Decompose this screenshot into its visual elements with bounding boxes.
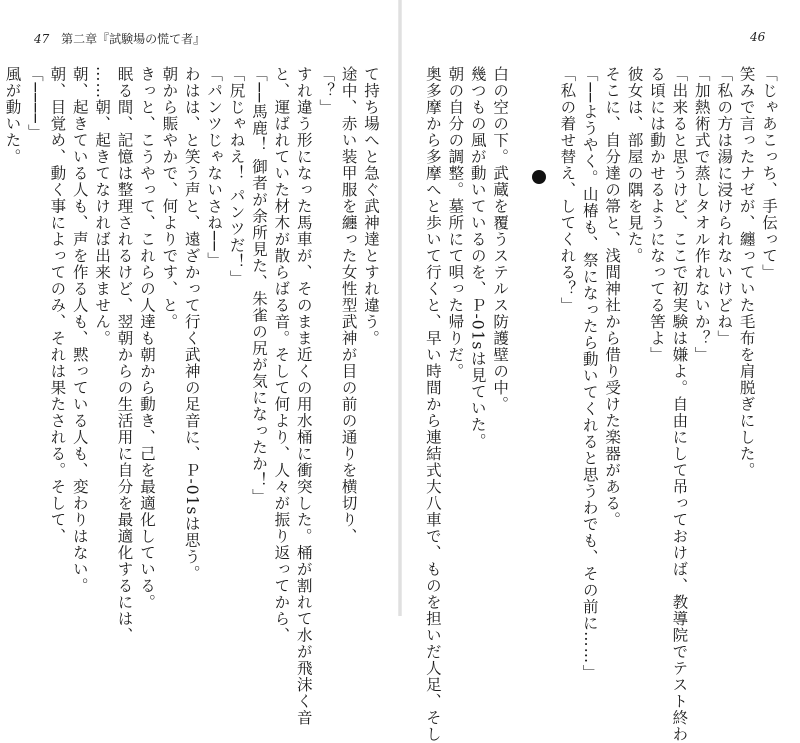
right-page-line: そこに、自分達の箒と、浅間神社から借り受けた楽器がある。 — [603, 66, 622, 528]
right-page-line: 「私の方は湯に浸けられないけどね」 — [715, 66, 734, 347]
right-page-line: 「──ようやく。山椿も、祭になったら動いてくれると思うわでも、その前に……」 — [580, 66, 599, 681]
left-page-number: 47 — [34, 32, 50, 46]
chapter-title: 第二章『試験場の慌て者』 — [61, 32, 206, 46]
right-page-line: 「私の着せ替え、してくれる？」 — [558, 66, 577, 314]
right-page-line: 白の空の下。武蔵を覆うステルス防護壁の中。 — [491, 66, 510, 413]
right-page — [414, 66, 780, 743]
left-page-line: 朝、起きている人も、声を作る人も、黙っている人も、変わりはない。 — [70, 66, 89, 594]
section-break-dot — [532, 170, 546, 184]
right-page-line: 彼女は、部屋の隅を見た。 — [625, 66, 644, 264]
right-page-line: 朝の自分の調整。墓所にて唄った帰りだ。 — [446, 66, 465, 380]
left-page-text — [1, 66, 382, 726]
left-page-line: すれ違う形になった馬車が、そのまま近くの用水桶に衝突した。桶が割れて水が飛沫く音 — [294, 66, 313, 726]
left-page-line: 朝から賑やかで、何よりです、と。 — [160, 66, 179, 330]
right-page-line: 奥多摩から多摩へと歩いて行くと、早い時間から連結式大八車で、ものを担いだ人足、そし — [423, 66, 442, 743]
right-page-line: 幾つもの風が動いているのを、Ｐ-01sは見ていた。 — [468, 66, 487, 450]
left-page-line: 風が動いた。 — [3, 66, 22, 165]
left-page-line: 途中、赤い装甲服を纏った女性型武神が目の前の通りを横切り、 — [339, 66, 358, 545]
left-page-line: 朝、目覚め、動く事によってのみ、それは果たされる。そして、 — [48, 66, 67, 545]
left-page-line: わはは、と笑う声と、遠ざかって行く武神の足音に、Ｐ-01sは思う。 — [182, 66, 201, 582]
left-page — [3, 66, 382, 726]
page-gutter — [398, 0, 402, 616]
left-page-line: きっと、こうやって、これらの人達も朝から動き、己を最適化している。 — [137, 66, 156, 611]
right-page-line: る頃には動かせるようになってる筈よ」 — [647, 66, 666, 363]
right-page-line: 「出来ると思うけど、ここで初実験は嫌よ。自由にして吊っておけば、教導院でテスト終わ — [670, 66, 689, 743]
right-page-text — [422, 66, 781, 743]
right-page-line — [511, 66, 533, 586]
left-page-line: 眠る間、記憶は整理されるけど、翌朝からの生活用に自分を最適化するには、 — [115, 66, 134, 644]
right-page-line: 笑みで言ったナゼが、纏っていた毛布を肩脱ぎにした。 — [737, 66, 756, 479]
left-page-line: 「パンツじゃないさね──」 — [205, 66, 224, 269]
left-page-line: と、運ばれていた材木が散らばる音。そして何より、人々が振り返ってから、 — [272, 66, 291, 644]
left-page-line: て持ち場へと急ぐ武神達とすれ違う。 — [362, 66, 380, 347]
left-page-line: 「──馬鹿！ 御者が余所見た、朱雀の尻が気になったか！」 — [249, 66, 268, 506]
left-page-line: 「尻じゃねえ！ パンツだ！」 — [227, 66, 246, 287]
right-page-line: 「加熱術式で蒸しタオル作れないか？」 — [692, 66, 711, 363]
left-page-line: 「？」 — [317, 66, 336, 116]
left-header — [34, 30, 205, 47]
right-page-number: 46 — [750, 30, 766, 44]
left-page-line: ……朝、起きてなければ出来ません。 — [93, 66, 112, 347]
right-page-line — [534, 66, 556, 586]
right-page-line: 「じゃあこっち、手伝って」 — [760, 66, 778, 281]
left-page-line: 「────」 — [25, 66, 44, 141]
